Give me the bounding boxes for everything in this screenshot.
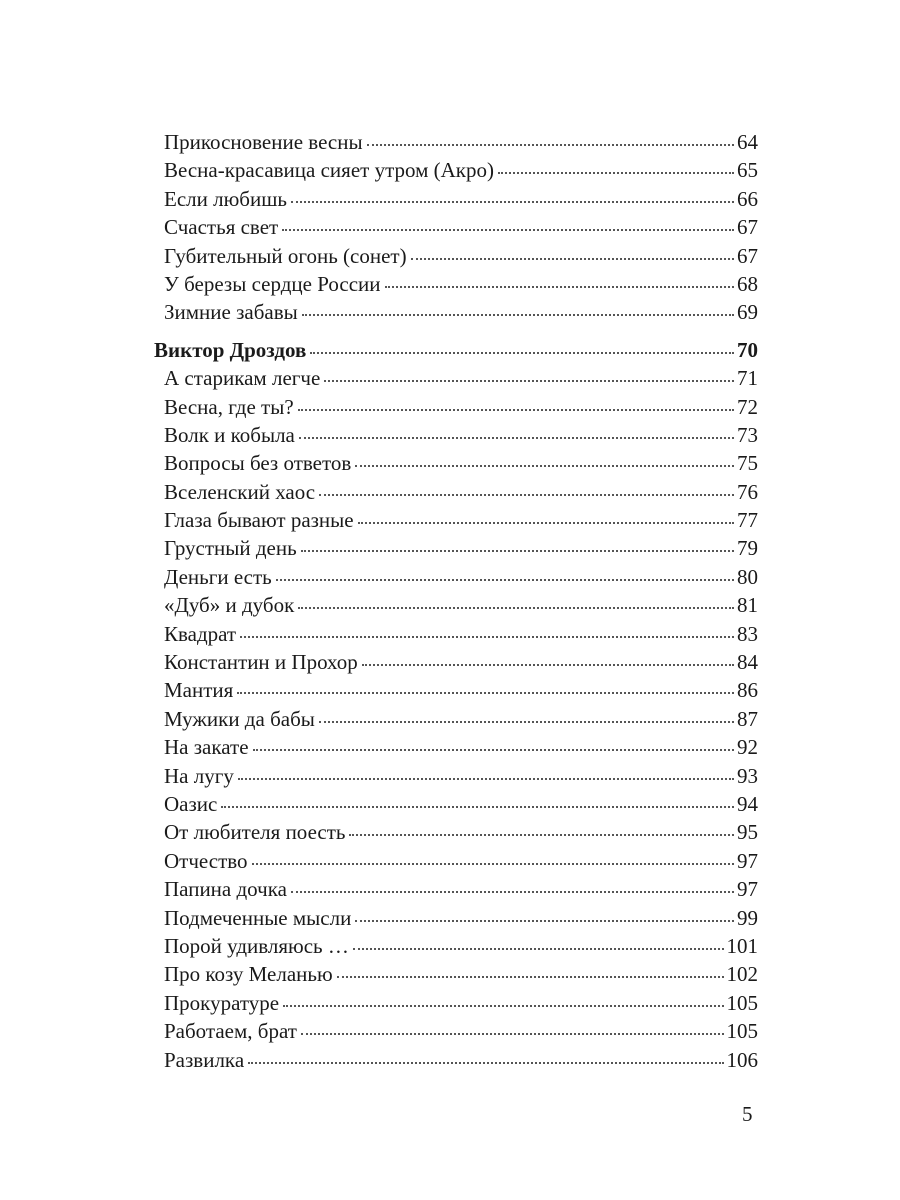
toc-entry [154,128,758,156]
toc-entry-title: На закате [164,735,249,760]
toc-entry-page: 80 [737,564,758,589]
toc-entry-page: 75 [737,451,758,476]
toc-entry-page: 68 [737,271,758,296]
toc-entry [154,185,758,213]
toc-entry [154,298,758,326]
toc-entry-page: 70 [737,337,758,362]
toc-entry-title: На лугу [164,763,234,788]
dot-leader [221,806,734,808]
toc-entry-title: Про козу Меланью [164,962,333,987]
toc-entry-title: Мужики да бабы [164,706,315,731]
toc-entry-page: 97 [737,848,758,873]
toc-entry-page: 77 [737,508,758,533]
toc-entry-title: От любителя поесть [164,820,346,845]
toc-entry [154,620,758,648]
toc-entry-title: Волк и кобыла [164,422,295,447]
toc-entry-title: Квадрат [164,621,237,646]
toc-entry [154,534,758,562]
toc-entry-page: 105 [726,1019,758,1044]
dot-leader [301,550,734,552]
toc-entry-page: 79 [737,536,758,561]
dot-leader [240,636,734,638]
toc-entry-title: Развилка [164,1047,245,1072]
dot-leader [283,1005,723,1007]
dot-leader [237,692,734,694]
toc-entry-page: 84 [737,650,758,675]
dot-leader [291,891,734,893]
dot-leader [337,976,724,978]
dot-leader [385,286,735,288]
toc-entry [154,733,758,761]
dot-leader [362,664,734,666]
toc-entry-page: 72 [737,394,758,419]
toc-entry-title: Зимние забавы [164,300,298,325]
toc-entry [154,1017,758,1045]
toc-entry-page: 93 [737,763,758,788]
toc-entry-page: 105 [726,990,758,1015]
toc-entry-page: 71 [737,366,758,391]
toc-entry-title: Грустный день [164,536,297,561]
toc-entry-title: Порой удивляюсь … [164,933,349,958]
toc-entry [154,213,758,241]
toc-entry [154,393,758,421]
dot-leader [353,948,724,950]
toc-entry-title: Деньги есть [164,564,272,589]
toc-entry-page: 97 [737,877,758,902]
toc-entry-title: Губительный огонь (сонет) [164,243,407,268]
toc-entry-page: 92 [737,735,758,760]
toc-entry-page: 65 [737,158,758,183]
toc-entry [154,506,758,534]
toc-entry [154,960,758,988]
toc-entry [154,790,758,818]
toc-entry-page: 66 [737,186,758,211]
toc-entry-title: Вопросы без ответов [164,451,352,476]
dot-leader [498,172,734,174]
toc-entry [154,762,758,790]
toc-entry [154,591,758,619]
dot-leader [298,607,734,609]
toc-entry [154,989,758,1017]
toc-entry-title: «Дуб» и дубок [164,593,295,618]
page-number: 5 [742,1102,753,1126]
toc-entry-page: 94 [737,791,758,816]
toc-entry [154,270,758,298]
toc-entry-page: 95 [737,820,758,845]
dot-leader [252,863,734,865]
dot-leader [248,1062,723,1064]
dot-leader [298,409,734,411]
toc-entry [154,648,758,676]
dot-leader [291,201,734,203]
table-of-contents [154,128,758,1074]
toc-entry [154,705,758,733]
dot-leader [253,749,734,751]
toc-entry [154,156,758,184]
dot-leader [276,579,734,581]
toc-entry-title: Папина дочка [164,877,287,902]
toc-entry [154,676,758,704]
dot-leader [301,1033,724,1035]
toc-entry-title: Отчество [164,848,248,873]
toc-entry-title: Прокуратуре [164,990,280,1015]
toc-entry-page: 106 [726,1047,758,1072]
dot-leader [282,229,734,231]
toc-entry-title: Счастья свет [164,215,279,240]
toc-entry-title: Весна, где ты? [164,394,294,419]
toc-entry-page: 83 [737,621,758,646]
toc-entry-page: 76 [737,479,758,504]
toc-entry [154,1046,758,1074]
toc-entry-page: 73 [737,422,758,447]
toc-entry-page: 102 [726,962,758,987]
toc-entry [154,563,758,591]
toc-entry-title: Вселенский хаос [164,479,316,504]
dot-leader [302,314,734,316]
dot-leader [358,522,734,524]
toc-entry [154,449,758,477]
toc-entry-title: Если любишь [164,186,287,211]
toc-entry [154,421,758,449]
toc-entry [154,932,758,960]
toc-entry-page: 69 [737,300,758,325]
toc-entry [154,242,758,270]
toc-entry-title: Мантия [164,678,234,703]
toc-entry-page: 67 [737,215,758,240]
toc-entry-title: А старикам легче [164,366,321,391]
toc-entry-title: У березы сердце России [164,271,381,296]
toc-entry-title: Константин и Прохор [164,650,358,675]
toc-entry [154,904,758,932]
toc-entry-title: Весна-красавица сияет утром (Акро) [164,158,495,183]
toc-entry [154,847,758,875]
toc-entry-title: Прикосновение весны [164,130,363,154]
dot-leader [319,721,734,723]
dot-leader [310,352,734,354]
toc-author-entry [154,336,758,364]
toc-entry [154,875,758,903]
toc-entry-page: 64 [737,130,758,154]
toc-entry-title: Работаем, брат [164,1019,297,1044]
toc-entry-page: 101 [726,933,758,958]
toc-entry-title: Подмеченные мысли [164,905,352,930]
dot-leader [411,258,734,260]
toc-entry-page: 86 [737,678,758,703]
dot-leader [319,494,734,496]
toc-entry [154,478,758,506]
toc-entry-page: 87 [737,706,758,731]
dot-leader [324,380,734,382]
toc-entry-page: 67 [737,243,758,268]
toc-entry-page: 81 [737,593,758,618]
toc-entry-title: Виктор Дроздов [154,337,307,362]
toc-entry [154,364,758,392]
toc-entry-title: Оазис [164,791,218,816]
dot-leader [349,834,734,836]
dot-leader [299,437,734,439]
dot-leader [238,778,734,780]
dot-leader [355,920,734,922]
dot-leader [355,465,734,467]
toc-entry-title: Глаза бывают разные [164,508,354,533]
toc-entry [154,818,758,846]
dot-leader [367,144,734,146]
toc-entry-page: 99 [737,905,758,930]
